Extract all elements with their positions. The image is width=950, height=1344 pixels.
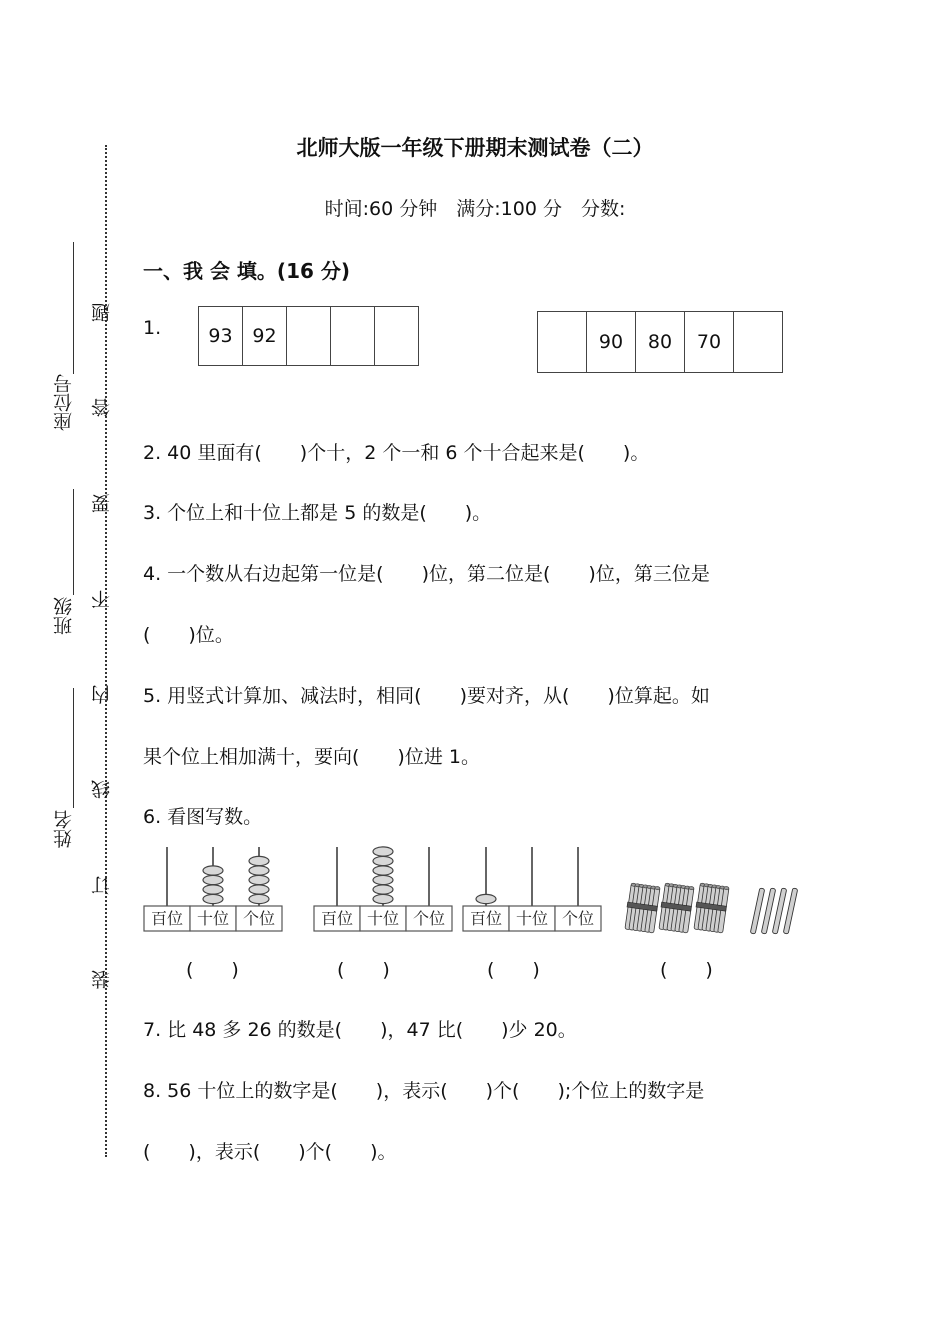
place-value-label: 十位: [196, 909, 230, 928]
abacus-bead: [373, 875, 393, 884]
place-value-label: 个位: [561, 909, 595, 928]
abacus: [314, 847, 452, 931]
binding-notice-char: 要: [91, 494, 113, 513]
abacus-bead: [373, 847, 393, 856]
place-value-label: 百位: [150, 909, 184, 928]
sequence-cell: 80: [636, 312, 685, 373]
abacus: [463, 847, 601, 931]
answer-blank: ( ): [660, 959, 713, 981]
abacus-bead: [249, 894, 269, 903]
abacus-bead: [249, 875, 269, 884]
place-value-label: 个位: [242, 909, 276, 928]
place-value-label: 个位: [412, 909, 446, 928]
answer-blank: ( ): [337, 959, 390, 981]
place-value-label: 百位: [320, 909, 354, 928]
sequence-cell: 90: [587, 312, 636, 373]
place-value-label: 百位: [469, 909, 503, 928]
abacus-bead: [373, 894, 393, 903]
class-label: 班级: [53, 597, 75, 635]
stick-bundle: [624, 883, 660, 933]
question-6: 6. 看图写数。: [143, 806, 263, 828]
abacus-bead: [476, 894, 496, 903]
question-3: 3. 个位上和十位上都是 5 的数是( )。: [143, 502, 492, 524]
abacus-bead: [203, 894, 223, 903]
abacus-bead: [373, 856, 393, 865]
binding-notice-char: 不: [91, 590, 113, 609]
binding-notice-char: 装: [91, 970, 113, 989]
question-1-number: 1.: [143, 317, 162, 339]
question-2: 2. 40 里面有( )个十，2 个一和 6 个十合起来是( )。: [143, 442, 650, 464]
question-5-line-1: 5. 用竖式计算加、减法时，相同( )要对齐，从( )位算起。如: [143, 685, 710, 707]
abacus-bead: [249, 885, 269, 894]
name-label: 姓名: [53, 810, 75, 848]
question-4-line-1: 4. 一个数从右边起第一位是( )位，第二位是( )位，第三位是: [143, 563, 710, 585]
abacus-bead: [203, 875, 223, 884]
abacus-bead: [373, 866, 393, 875]
exam-info: 时间:60 分钟 满分:100 分 分数:: [324, 198, 626, 220]
section-heading: 一、我 会 填。(16 分): [143, 259, 351, 283]
question-4-line-2: ( )位。: [143, 624, 234, 646]
abacus-bead: [373, 885, 393, 894]
answer-blank: ( ): [487, 959, 540, 981]
binding-notice-char: 答: [91, 398, 113, 417]
binding-notice-char: 订: [91, 876, 113, 895]
seat-number-label: 座位号: [53, 374, 75, 431]
question-5-line-2: 果个位上相加满十，要向( )位进 1。: [143, 746, 480, 768]
stick-end: [689, 886, 694, 890]
sequence-cell: 70: [685, 312, 734, 373]
abacus: [144, 847, 282, 931]
abacus-bead: [203, 866, 223, 875]
binding-notice-char: 内: [91, 685, 113, 704]
binding-notice-char: 题: [91, 303, 113, 322]
stick-end: [724, 886, 729, 890]
abacus-bead: [203, 885, 223, 894]
answer-blank: ( ): [186, 959, 239, 981]
stick-bundle: [693, 883, 729, 933]
abacus-bead: [249, 856, 269, 865]
question-7: 7. 比 48 多 26 的数是( )，47 比( )少 20。: [143, 1019, 577, 1041]
place-value-label: 十位: [515, 909, 549, 928]
stick-end: [655, 886, 660, 890]
binding-notice-char: 线: [91, 780, 113, 799]
sequence-cell: 93: [199, 307, 243, 366]
stick-bundle: [658, 883, 694, 933]
sequence-cell: 92: [243, 307, 287, 366]
page-title: 北师大版一年级下册期末测试卷（二）: [296, 136, 654, 160]
question-8-line-2: ( )，表示( )个( )。: [143, 1141, 397, 1163]
question-8-line-1: 8. 56 十位上的数字是( )，表示( )个( );个位上的数字是: [143, 1080, 705, 1102]
place-value-label: 十位: [366, 909, 400, 928]
abacus-bead: [249, 866, 269, 875]
